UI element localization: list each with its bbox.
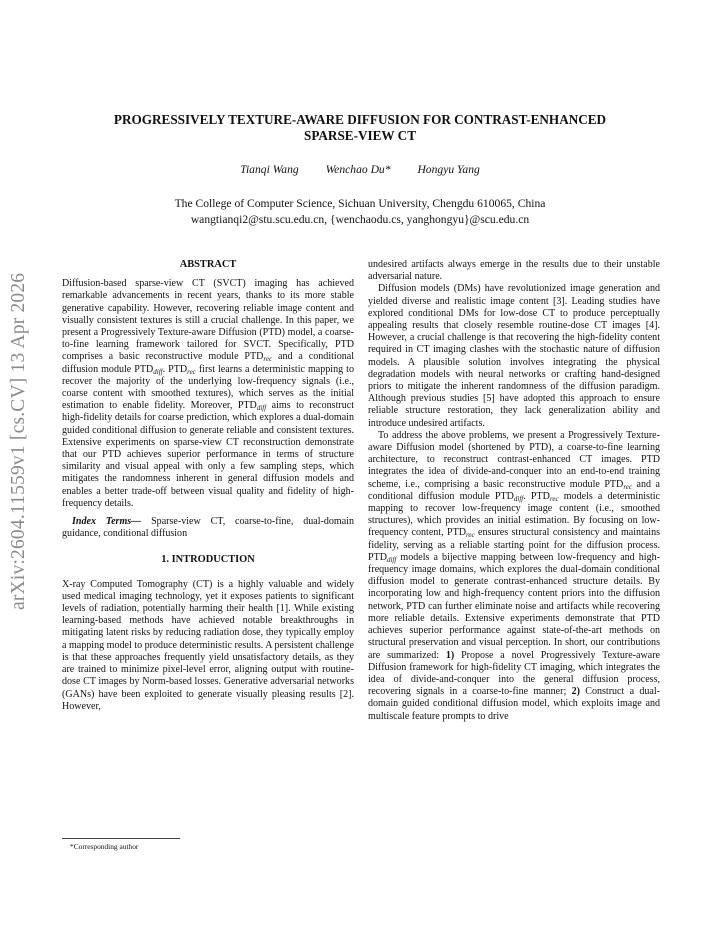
affiliation-block (60, 196, 660, 228)
index-terms (62, 516, 354, 540)
right-column (368, 259, 660, 723)
title-line-1: PROGRESSIVELY TEXTURE-AWARE DIFFUSION FOR CONTRAST-ENHANCED (113, 112, 607, 127)
section-heading: 1. INTRODUCTION (161, 554, 255, 566)
intro-paragraph: Diffusion models (DMs) have revolutionized image generation and yielded diverse and realistic image content [3]. Leading studies have explored conditional DMs for low-dose CT to produce perceptually appealing results that closely resemble routine-dose CT images [4]. However, a crucial challenge is that recovering the high-fidelity content required in CT imaging clashes with the stochastic nature of diffusion models. A plausible solution involves integrating the physical degradation models with neural networks or crafting hand-designed priors to mitigate the inherent randomness of the diffusion paradigm. Although previous studies [5] have adopted this approach to ensure reliable structure restoration, they lack generalization ability and introduce undesired artifacts. (368, 283, 660, 429)
author: Wenchao Du* (325, 163, 391, 176)
left-column (62, 259, 354, 713)
abstract-body: Diffusion-based sparse-view CT (SVCT) imaging has achieved remarkable advancements in recent years, thanks to its more stable generative capability. However, recovering reliable image content and visually consistent textures is still a crucial challenge. In this paper, we present a Progressively Texture-aware Diffusion (PTD) model, a coarse-to-fine learning framework tailored for SVCT. Specifically, PTD comprises a basic reconstructive module $PTD_{rec}$ and a conditional diffusion module $PTD_{diff}$. $PTD_{rec}$ first learns a deterministic mapping to recover the majority of the underlying low-frequency signals (i.e., coarse content with smoothed textures), which serves as the initial estimation to enable fidelity. Moreover, $PTD_{diff}$ aims to reconstruct high-fidelity details for coarse prediction, which explores a dual-domain guided conditional diffusion to generate reliable and consistent textures. Extensive experiments on sparse-view CT reconstruction demonstrate that our PTD achieves superior performance in terms of structure similarity and visual appeal with only a few sampling steps, which mitigates the randomness inherent in general diffusion models and enables a better trade-off between visual quality and fidelity of high-frequency details. (62, 278, 355, 509)
intro-paragraph: X-ray Computed Tomography (CT) is a highly valuable and widely used medical imaging technology, yet it exposes patients to significant levels of radiation, potentially harming their health [1]. While existing learning-based methods have achieved notable breakthroughs in mitigating latent risks by reducing radiation dose, they typically employ a mapping model to produce deterministic results. A persistent challenge is that these approaches frequently yield unsatisfactory details, as they are trained to minimize pixel-level error, aligning output with routine-dose CT images by Norm-based losses. Generative adversarial networks (GANs) have been exploited to generate visually pleasing results [2]. However, (62, 578, 354, 712)
arxiv-watermark: arXiv:2604.11559v1 [cs.CV] 13 Apr 2026 (8, 272, 29, 610)
abstract-heading: ABSTRACT (179, 259, 237, 270)
paper-title (60, 112, 660, 144)
footnote-rule (62, 838, 180, 839)
author: Hongyu Yang (417, 163, 480, 176)
index-terms-label: Index Terms— (72, 516, 142, 528)
author: Tianqi Wang (240, 163, 299, 176)
intro-paragraph: undesired artifacts always emerge in the results due to their unstable adversarial nature. (368, 259, 660, 283)
title-line-2: SPARSE-VIEW CT (304, 128, 416, 143)
author-list (60, 163, 660, 176)
footnote: *Corresponding author (70, 842, 139, 851)
index-terms-value: Sparse-view CT, coarse-to-fine, dual-domain guidance, conditional diffusion (62, 516, 354, 540)
intro-paragraph: To address the above problems, we present a Progressively Texture-aware Diffusion model (shortened by PTD), a coarse-to-fine learning architecture, to reconstruct contrast-enhanced CT images. PTD integrates the idea of divide-and-conquer into an end-to-end training scheme, i.e., comprising a basic reconstructive module $PTD_{rec}$ and a conditional diffusion module $PTD_{diff}$. $PTD_{rec}$ models a deterministic mapping to recover low-frequency image content (i.e., smoothed structures), which provides an initial estimation. By focusing on low-frequency content, $PTD_{rec}$ ensures structural consistency and maintains fidelity, serving as a reliable starting point for the diffusion process. $PTD_{diff}$ models a bijective mapping between low-frequency and high-frequency image domains, which explores the dual-domain conditional diffusion model to generate contrast-enhanced structure details. By incorporating low and high-frequency content priors into the diffusion network, PTD can further eliminate noise and artifacts while recovering more reliable details. Extensive experiments demonstrate that PTD achieves superior performance against state-of-the-art methods on structural preservation and visual perception. In short, our contributions are summarized: 1) Propose a novel Progressively Texture-aware Diffusion framework for high-fidelity CT imaging, which integrates the idea of divide-and-conquer into the general diffusion process, recovering signals in a coarse-to-fine manner; 2) Construct a dual-domain guided conditional diffusion model, which exploits image and multiscale feature prompts to drive (368, 429, 661, 722)
affiliation: The College of Computer Science, Sichuan University, Chengdu 610065, China (174, 197, 546, 210)
emails: wangtianqi2@stu.scu.edu.cn, {wenchaodu.cs, yanghongyu}@scu.edu.cn (190, 213, 530, 226)
